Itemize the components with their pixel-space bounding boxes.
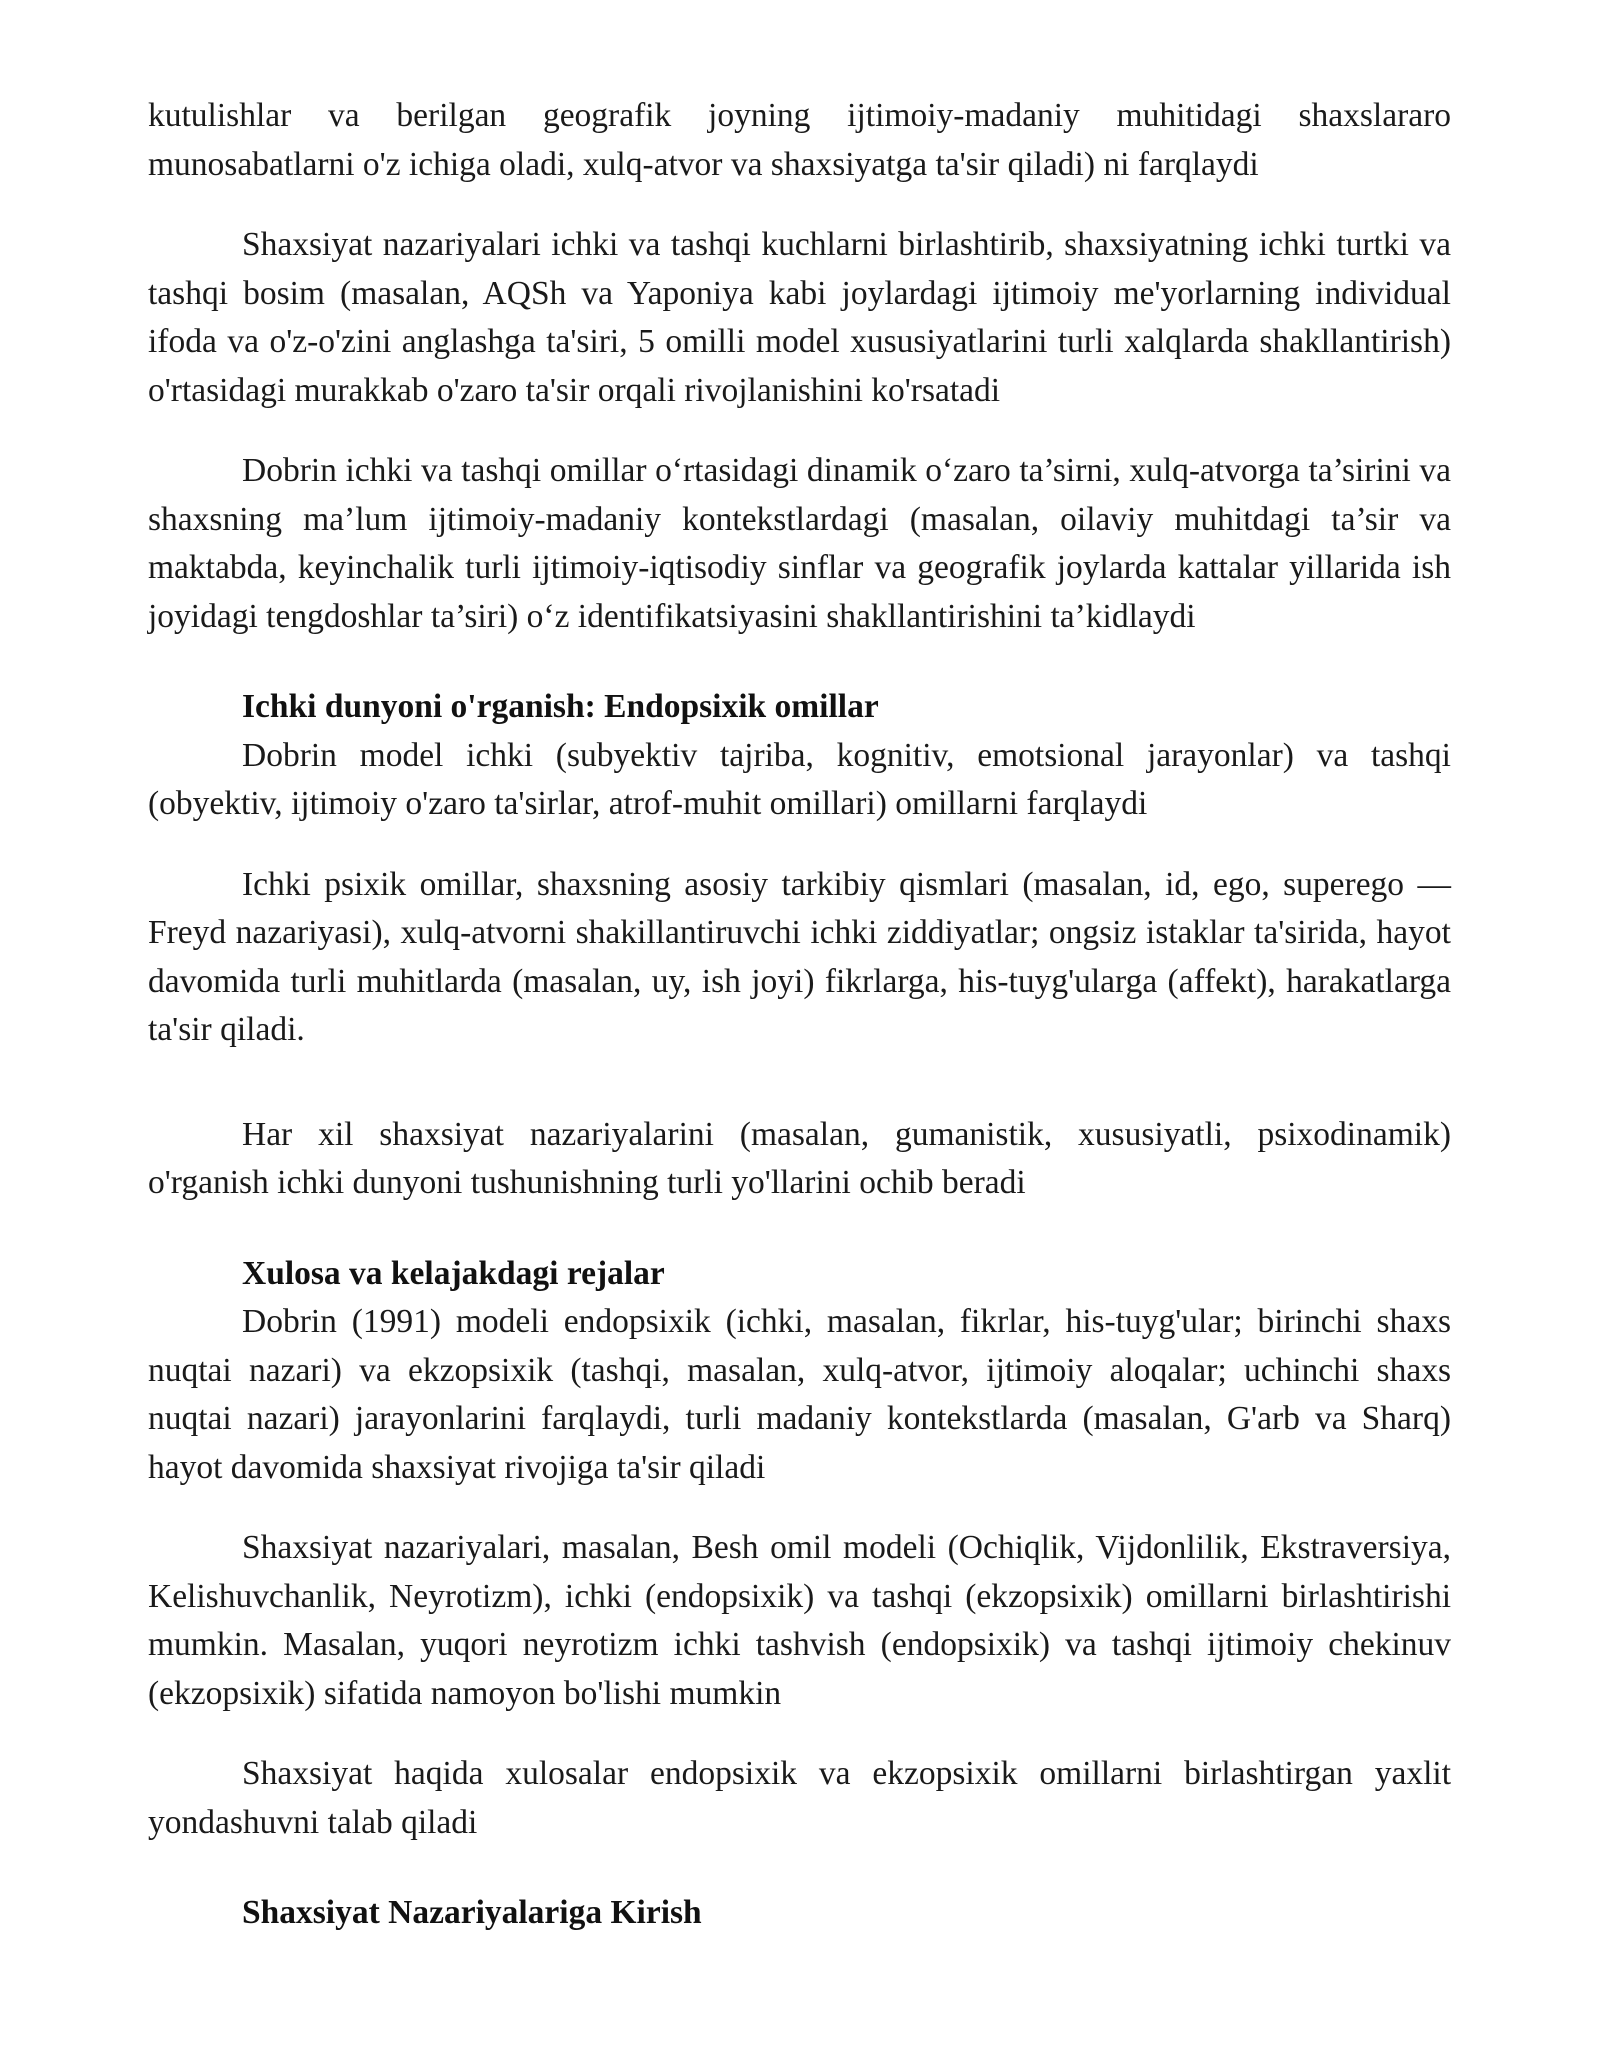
- paragraph-dobrin-1991: Dobrin (1991) modeli endopsixik (ichki, masalan, fikrlar, his-tuyg'ular; birinchi shaxs nuqtai nazari) va ekzopsixik (tashqi, masalan, xulq-atvor, ijtimoiy aloqalar; uchinchi shaxs nuqtai nazari) jarayonlarini farqlaydi, turli madaniy kontekstlarda (masalan, G'arb va Sharq) hayot davomida shaxsiyat rivojiga ta'sir qiladi: [148, 1303, 1451, 1486]
- paragraph-dobrin-model: Dobrin model ichki (subyektiv tajriba, kognitiv, emotsional jarayonlar) va tashqi (obyektiv, ijtimoiy o'zaro ta'sirlar, atrof-muhit omillari) omillarni farqlaydi: [148, 736, 1451, 822]
- paragraph-continuation: kutulishlar va berilgan geografik joyning ijtimoiy-madaniy muhitidagi shaxslararo munosabatlarni o'z ichiga oladi, xulq-atvor va shaxsiyatga ta'sir qiladi) ni farqlaydi: [148, 97, 1451, 183]
- paragraph-holistic: Shaxsiyat haqida xulosalar endopsixik va ekzopsixik omillarni birlashtirgan yaxlit yondashuvni talab qiladi: [148, 1755, 1451, 1841]
- paragraph-internal-factors: Ichki psixik omillar, shaxsning asosiy tarkibiy qismlari (masalan, id, ego, superego — Freyd nazariyasi), xulq-atvorni shakillantiruvchi ichki ziddiyatlar; ongsiz istaklar ta'sirida, hayot davomida turli muhitlarda (masalan, uy, ish joyi) fikrlarga, his-tuyg'ularga (affekt), harakatlarga ta'sir qiladi.: [148, 865, 1451, 1048]
- paragraph-big-five: Shaxsiyat nazariyalari, masalan, Besh omil modeli (Ochiqlik, Vijdonlilik, Ekstraversiya, Kelishuvchanlik, Neyrotizm), ichki (endopsixik) va tashqi (ekzopsixik) omillarni birlashtirishi mumkin. Masalan, yuqori neyrotizm ichki tashvish (endopsixik) va tashqi ijtimoiy chekinuv (ekzopsixik) sifatida namoyon bo'lishi mumkin: [148, 1529, 1451, 1712]
- document-page: [148, 92, 1451, 1938]
- blank-line: [148, 1055, 1451, 1111]
- heading-introduction: Shaxsiyat Nazariyalariga Kirish: [242, 1894, 702, 1931]
- paragraph-various-theories: Har xil shaxsiyat nazariyalarini (masalan, gumanistik, xususiyatli, psixodinamik) o'rganish ichki dunyoni tushunishning turli yo'llarini ochib beradi: [148, 1115, 1451, 1201]
- paragraph-theories-integration: Shaxsiyat nazariyalari ichki va tashqi kuchlarni birlashtirib, shaxsiyatning ichki turtki va tashqi bosim (masalan, AQSh va Yaponiya kabi joylardagi ijtimoiy me'yorlarning individual ifoda va o'z-o'zini anglashga ta'siri, 5 omilli model xususiyatlarini turli xalqlarda shakllantirish) o'rtasidagi murakkab o'zaro ta'sir orqali rivojlanishini ko'rsatadi: [148, 226, 1451, 409]
- heading-conclusion: Xulosa va kelajakdagi rejalar: [242, 1254, 665, 1292]
- heading-endopsychic: Ichki dunyoni o'rganish: Endopsixik omillar: [242, 688, 879, 725]
- paragraph-dobrin-dynamics: Dobrin ichki va tashqi omillar o‘rtasidagi dinamik o‘zaro ta’sirni, xulq-atvorga ta’sirini va shaxsning ma’lum ijtimoiy-madaniy kontekstlardagi (masalan, oilaviy muhitdagi ta’sir va maktabda, keyinchalik turli ijtimoiy-iqtisodiy sinflar va geografik joylarda kattalar yillarida ish joyidagi tengdoshlar ta’siri) o‘z identifikatsiyasini shakllantirishini ta’kidlaydi: [148, 452, 1451, 635]
